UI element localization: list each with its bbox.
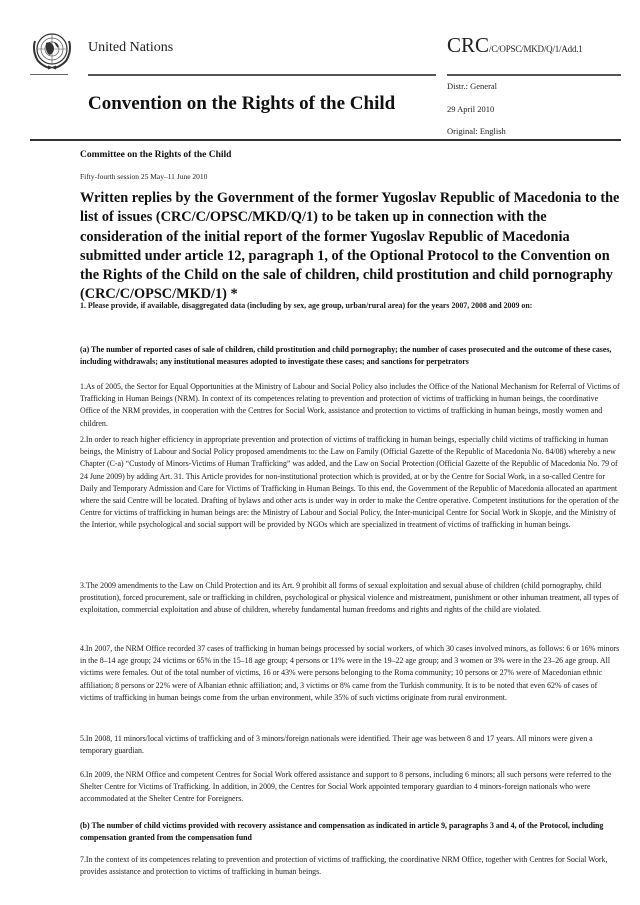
paragraph-3: 3.The 2009 amendments to the Law on Child Protection and its Art. 9 prohibit all forms of sexual exploitation and sexual abuse of children (child pornography, child prostitution), forced procurement, sale or trafficking in children, psychological or physical violence and mistreatment, punishment or other inhuman treatment, all types of exploitation, commercial exploitation and abuse of children, whereby fundamental human freedoms and rights and rights of the child are violated.	[80, 581, 619, 615]
header-rule-middle	[88, 74, 436, 76]
symbol-main: CRC	[447, 33, 490, 57]
session-info: Fifty-fourth session 25 May–11 June 2010	[80, 172, 208, 181]
document-title: Written replies by the Government of the former Yugoslav Republic of Macedonia to the list of issues (CRC/C/OPSC/MKD/Q/1) to be taken up in connection with the consideration of the initial report of the former Yugoslav Republic of Macedonia submitted under article 12, paragraph 1, of the Optional Protocol to the Convention on the Rights of the Child on the sale of children, child prostitution and child pornography (CRC/C/OPSC/MKD/1) *	[80, 190, 620, 303]
paragraph-4: 4.In 2007, the NRM Office recorded 37 cases of trafficking in human beings processed by social workers, of which 30 cases involved minors, as follows: 6 or 16% minors in the 8–14 age group; 24 victims or 65% in the 15–18 age group; 4 persons or 11% were in the 19–22 age group; and 3 women or 3% were in the 23–26 age group. All victims were females. Out of the total number of victims, 16 or 43% were persons belonging to the Roma community; 10 persons or 27% were of Macedonian ethnic affiliation; 8 persons or 22% were of Albanian ethnic affiliation; and, 3 victims or 8% came from the Turkish community. It is to be noted that even 62% of cases of victims of trafficking in human beings come from the urban environment, while 35% of such victims originate from rural environment.	[80, 644, 620, 702]
question-1: 1. Please provide, if available, disaggregated data (including by sex, age group, urban/rural area) for the years 2007, 2008 and 2009 on:	[80, 301, 533, 310]
paragraph-6: 6.In 2009, the NRM Office and competent Centres for Social Work offered assistance and support to 8 persons, including 6 minors; all such persons were referred to the Shelter Centre for Victims of Trafficking. In addition, in 2009, the Centres for Social Work appointed temporary guardian to 4 minors-foreign nationals who were accommodated at the Shelter Centre for Foreigners.	[80, 770, 612, 804]
header-rule-bottom	[30, 139, 621, 141]
header-rule-left	[30, 74, 68, 75]
paragraph-7: 7.In the context of its competences relating to prevention and protection of victims of trafficking, the coordinative NRM Office, together with Centres for Social Work, provides assistance and protection to victims of trafficking in human beings.	[80, 855, 608, 877]
organization-name: United Nations	[88, 40, 174, 55]
distribution: Distr.: General	[447, 81, 498, 91]
header-rule-right	[447, 74, 621, 76]
committee-name: Committee on the Rights of the Child	[80, 150, 232, 160]
paragraph-2: 2.In order to reach higher efficiency in appropriate prevention and protection of victims of trafficking in human beings, especially child victims of trafficking in human beings, the Ministry of Labour and Social Policy proposed amendments to: the Law on Family (Official Gazette of the Republic of Macedonia No. 84/08) whereby a new Chapter (C-a) “Custody of Minors-Victims of Human Trafficking” was added, and the Law on Social Protection (Official Gazette of the Republic of Macedonia No. 79 of 24 June 2009) by adding Art. 31. This Article provides for non-institutional protection which is provided, at or by the Centre for Social Work, in a so-called Centre for Daily and Temporary Admission and Care for Victims of Trafficking in Human Beings. To this end, the Government of the Republic of Macedonia allocated an apartment where the said Centre will be located. Drafting of bylaws and other acts is under way in order to make the Centre operative. Competent institutions for the operation of the Centre for victims of trafficking in human beings are: the Ministry of Labour and Social Policy, the Inter-municipal Centre for Social Work in Skopje, and the Ministry of the Interior, while psychological and social support will be provided by NGOs which are specialized in treatment of victims of trafficking in human beings.	[80, 435, 619, 530]
original-language: Original: English	[447, 126, 506, 136]
document-symbol	[447, 33, 583, 58]
symbol-sub: /C/OPSC/MKD/Q/1/Add.1	[489, 44, 583, 54]
question-a: (a) The number of reported cases of sale of children, child prostitution and child pornography; the number of cases prosecuted and the outcome of these cases, including withdrawals; any institutional measures adopted to investigate these cases; and sanctions for perpetrators	[80, 345, 612, 367]
paragraph-1: 1.As of 2005, the Sector for Equal Opportunities at the Ministry of Labour and Social Policy also includes the Office of the National Mechanism for Referral of Victims of Trafficking in Human Beings (NRM). In context of its competences relating to prevention and protection of victims of trafficking in human beings, the coordinative Office of the NRM provides, in cooperation with the Centres for Social Work, assistance and protection to victims of trafficking in human beings, mostly women and children.	[80, 382, 620, 428]
paragraph-5: 5.In 2008, 11 minors/local victims of trafficking and of 3 minors/foreign nationals were identified. Their age was between 8 and 17 years. All minors were given a temporary guardian.	[80, 734, 593, 756]
un-emblem-icon	[30, 29, 74, 73]
body-name: Convention on the Rights of the Child	[88, 93, 396, 114]
document-date: 29 April 2010	[447, 104, 495, 114]
question-b: (b) The number of child victims provided with recovery assistance and compensation as indicated in article 9, paragraphs 3 and 4, of the Protocol, including compensation granted from the compensation fund	[80, 821, 604, 843]
